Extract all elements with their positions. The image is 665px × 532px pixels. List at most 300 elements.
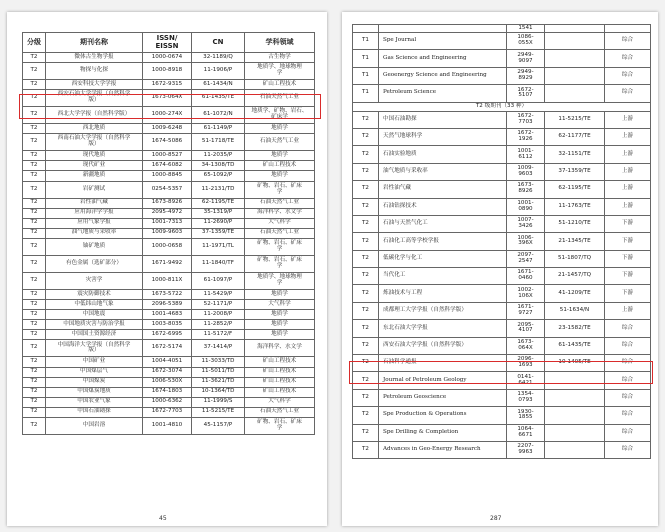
- journal-name-cell: 物探与化探: [46, 63, 143, 80]
- issn-cell: 1673- 064X: [507, 337, 545, 354]
- level-cell: T2: [23, 417, 46, 434]
- issn-cell: 2097- 2547: [507, 250, 545, 267]
- table-row: [23, 228, 315, 238]
- issn-cell: 2949- 9097: [507, 50, 545, 67]
- field-cell: 矿山工程技术: [245, 357, 315, 367]
- level-cell: T2: [23, 161, 46, 171]
- cn-cell: 11-5215/TE: [545, 111, 605, 128]
- cn-cell: 11-2690/P: [192, 218, 245, 228]
- level-cell: [353, 25, 379, 33]
- field-cell: 地质学: [245, 310, 315, 320]
- journal-name-cell: Gas Science and Engineering: [379, 50, 507, 67]
- field-cell: 矿物、岩石、矿床 学: [245, 255, 315, 272]
- level-cell: T1: [353, 33, 379, 50]
- journal-name-cell: 西北大学学报（自然科学版）: [46, 107, 143, 124]
- field-cell: 矿山工程技术: [245, 80, 315, 90]
- journal-name-cell: Petroleum Science: [379, 85, 507, 102]
- journal-name-cell: 中国石油勘探: [46, 407, 143, 417]
- table-row: [353, 128, 651, 145]
- field-cell: 地质学: [245, 151, 315, 161]
- journal-name-cell: Geoenergy Science and Engineering: [379, 67, 507, 84]
- journal-name-cell: 油气地质与采收率: [46, 228, 143, 238]
- level-cell: T2: [23, 397, 46, 407]
- page-number-right: 287: [490, 515, 502, 522]
- issn-cell: 1001-7313: [143, 218, 192, 228]
- issn-cell: 1541: [507, 25, 545, 33]
- journal-name-cell: 应用海洋学学报: [46, 208, 143, 218]
- field-cell: 矿山工程技术: [245, 367, 315, 377]
- category-cell: 综合: [605, 424, 651, 441]
- table-row: [23, 63, 315, 80]
- table-row: [23, 218, 315, 228]
- category-cell: 上游: [605, 198, 651, 215]
- cn-cell: 11-2131/TD: [192, 181, 245, 198]
- column-header: 期刊名称: [46, 33, 143, 53]
- category-cell: 下游: [605, 215, 651, 232]
- level-cell: T2: [23, 255, 46, 272]
- journal-name-cell: 中国煤炭: [46, 377, 143, 387]
- cn-cell: [545, 25, 605, 33]
- journal-name-cell: 石油实验地质: [379, 146, 507, 163]
- issn-cell: 1672- 7703: [507, 111, 545, 128]
- issn-cell: 1007- 3426: [507, 215, 545, 232]
- section-header: T2 级期刊（33 种）: [353, 102, 651, 111]
- cn-cell: 10-1405/TE: [545, 355, 605, 372]
- journal-name-cell: 炼油技术与工程: [379, 285, 507, 302]
- category-cell: 综合: [605, 441, 651, 458]
- journal-name-cell: 灾害学: [46, 272, 143, 289]
- table-row: [23, 255, 315, 272]
- field-cell: 矿山工程技术: [245, 387, 315, 397]
- field-cell: 地质学、地球物理 学: [245, 272, 315, 289]
- issn-cell: 2096-5389: [143, 300, 192, 310]
- issn-cell: 1672-9315: [143, 80, 192, 90]
- level-cell: T2: [353, 111, 379, 128]
- journal-name-cell: 岩矿测试: [46, 181, 143, 198]
- table-row: [23, 134, 315, 151]
- cn-cell: 45-1157/P: [192, 417, 245, 434]
- issn-cell: 1673- 8926: [507, 181, 545, 198]
- journal-name-cell: 中低纬山地气象: [46, 300, 143, 310]
- table-row: [353, 163, 651, 180]
- level-cell: T2: [353, 320, 379, 337]
- level-cell: T2: [23, 228, 46, 238]
- issn-cell: 1674-5086: [143, 134, 192, 151]
- left-journal-table: [22, 32, 315, 435]
- column-header: ISSN/ EISSN: [143, 33, 192, 53]
- issn-cell: 1672-3074: [143, 367, 192, 377]
- issn-cell: 1001- 6112: [507, 146, 545, 163]
- issn-cell: 1672-6995: [143, 330, 192, 340]
- level-cell: T2: [353, 181, 379, 198]
- level-cell: T2: [23, 377, 46, 387]
- left-page: [7, 12, 327, 526]
- journal-name-cell: Petroleum Geoscience: [379, 389, 507, 406]
- category-cell: 下游: [605, 285, 651, 302]
- level-cell: T2: [353, 250, 379, 267]
- level-cell: T2: [353, 233, 379, 250]
- category-cell: 下游: [605, 268, 651, 285]
- issn-cell: 1673-5722: [143, 289, 192, 299]
- cn-cell: 11-1840/TF: [192, 255, 245, 272]
- level-cell: T2: [23, 387, 46, 397]
- issn-cell: 1009-9603: [143, 228, 192, 238]
- journal-name-cell: 天然气地球科学: [379, 128, 507, 145]
- table-row: [23, 107, 315, 124]
- issn-cell: 1354- 0793: [507, 389, 545, 406]
- table-row: [23, 208, 315, 218]
- right-journal-table: [352, 24, 651, 459]
- level-cell: T2: [353, 355, 379, 372]
- table-row: [23, 198, 315, 208]
- table-row: [353, 424, 651, 441]
- cn-cell: 34-1308/TD: [192, 161, 245, 171]
- level-cell: T2: [23, 310, 46, 320]
- issn-cell: 1009- 9603: [507, 163, 545, 180]
- cn-cell: 21-1345/TE: [545, 233, 605, 250]
- table-row: [23, 124, 315, 134]
- issn-cell: 1001-4810: [143, 417, 192, 434]
- cn-cell: 11-1971/TL: [192, 238, 245, 255]
- journal-name-cell: Spe Journal: [379, 33, 507, 50]
- field-cell: 石油天然气工业: [245, 228, 315, 238]
- cn-cell: 11-5172/F: [192, 330, 245, 340]
- issn-cell: 1002- 106X: [507, 285, 545, 302]
- cn-cell: [545, 424, 605, 441]
- journal-name-cell: 有色金属（选矿部分）: [46, 255, 143, 272]
- issn-cell: 0141- 6421: [507, 372, 545, 389]
- cn-cell: 11-1999/S: [192, 397, 245, 407]
- column-header: 学科领域: [245, 33, 315, 53]
- journal-name-cell: 新疆地质: [46, 171, 143, 181]
- issn-cell: 1674-6082: [143, 161, 192, 171]
- table-row: [23, 367, 315, 377]
- journal-name-cell: 低碳化学与化工: [379, 250, 507, 267]
- level-cell: T2: [353, 424, 379, 441]
- journal-name-cell: 西南石油大学学报（自然科学 版）: [46, 134, 143, 151]
- cn-cell: 11-1906/P: [192, 63, 245, 80]
- cn-cell: 11-1763/TE: [545, 198, 605, 215]
- journal-name-cell: 微体古生物学报: [46, 53, 143, 63]
- table-row: [23, 377, 315, 387]
- journal-name-cell: 中国地质灾害与防治学报: [46, 320, 143, 330]
- table-row: [23, 300, 315, 310]
- level-cell: T2: [23, 134, 46, 151]
- level-cell: T2: [23, 107, 46, 124]
- level-cell: T2: [23, 90, 46, 107]
- journal-name-cell: 西安石油大学学报（自然科学 版）: [46, 90, 143, 107]
- category-cell: [605, 25, 651, 33]
- field-cell: 矿物、岩石、矿床 学: [245, 181, 315, 198]
- category-cell: 综合: [605, 407, 651, 424]
- category-cell: 综合: [605, 50, 651, 67]
- issn-cell: 1064- 6671: [507, 424, 545, 441]
- level-cell: T2: [23, 289, 46, 299]
- issn-cell: 1003-8035: [143, 320, 192, 330]
- level-cell: T2: [353, 389, 379, 406]
- cn-cell: 11-2852/P: [192, 320, 245, 330]
- category-cell: 上游: [605, 128, 651, 145]
- table-row: [353, 320, 651, 337]
- journal-name-cell: 中国国土资源经济: [46, 330, 143, 340]
- issn-cell: 2096- 1693: [507, 355, 545, 372]
- journal-name-cell: 现代地质: [46, 151, 143, 161]
- level-cell: T2: [353, 337, 379, 354]
- table-row: [23, 387, 315, 397]
- level-cell: T2: [353, 285, 379, 302]
- cn-cell: 11-5215/TE: [192, 407, 245, 417]
- journal-name-cell: 石油与天然气化工: [379, 215, 507, 232]
- category-cell: 上游: [605, 146, 651, 163]
- issn-cell: 2095- 4107: [507, 320, 545, 337]
- category-cell: 综合: [605, 33, 651, 50]
- cn-cell: 61-1149/P: [192, 124, 245, 134]
- table-row: [353, 372, 651, 389]
- cn-cell: [545, 33, 605, 50]
- cn-cell: 37-1414/P: [192, 340, 245, 357]
- table-row: [353, 85, 651, 102]
- issn-cell: 2095-4972: [143, 208, 192, 218]
- field-cell: 石油天然气工业: [245, 90, 315, 107]
- cn-cell: 11-2008/P: [192, 310, 245, 320]
- table-row: [353, 111, 651, 128]
- level-cell: T2: [23, 208, 46, 218]
- issn-cell: 1006- 396X: [507, 233, 545, 250]
- level-cell: T2: [23, 181, 46, 198]
- journal-name-cell: 岩性油气藏: [379, 181, 507, 198]
- journal-name-cell: 西安科技大学学报: [46, 80, 143, 90]
- level-cell: T2: [353, 128, 379, 145]
- field-cell: 海洋科学、水文学: [245, 340, 315, 357]
- issn-cell: 1673-8926: [143, 198, 192, 208]
- journal-name-cell: 石油科学通报: [379, 355, 507, 372]
- cn-cell: 11-5429/P: [192, 289, 245, 299]
- cn-cell: 11-3621/TD: [192, 377, 245, 387]
- issn-cell: 1000-0658: [143, 238, 192, 255]
- level-cell: T2: [353, 268, 379, 285]
- column-header: CN: [192, 33, 245, 53]
- cn-cell: 52-1171/P: [192, 300, 245, 310]
- level-cell: T2: [23, 272, 46, 289]
- cn-cell: 35-1319/P: [192, 208, 245, 218]
- field-cell: 地质学、地球物理 学: [245, 63, 315, 80]
- cn-cell: 62-1195/TE: [192, 198, 245, 208]
- table-row: [353, 285, 651, 302]
- level-cell: T2: [23, 367, 46, 377]
- cn-cell: [545, 50, 605, 67]
- issn-cell: 1000-0674: [143, 53, 192, 63]
- table-row: [353, 181, 651, 198]
- journal-name-cell: 中国岩溶: [46, 417, 143, 434]
- table-row: [23, 397, 315, 407]
- issn-cell: 1671- 9727: [507, 302, 545, 319]
- journal-name-cell: Advances in Geo-Energy Research: [379, 441, 507, 458]
- issn-cell: 1000-811X: [143, 272, 192, 289]
- field-cell: 矿物、岩石、矿床 学: [245, 238, 315, 255]
- level-cell: T1: [353, 50, 379, 67]
- journal-name-cell: 铀矿地质: [46, 238, 143, 255]
- journal-name-cell: 岩性油气藏: [46, 198, 143, 208]
- table-row: [23, 289, 315, 299]
- cn-cell: 61-1097/P: [192, 272, 245, 289]
- table-row: [353, 25, 651, 33]
- level-cell: T2: [353, 146, 379, 163]
- table-row: [23, 357, 315, 367]
- cn-cell: [545, 372, 605, 389]
- cn-cell: 65-1092/P: [192, 171, 245, 181]
- field-cell: 矿山工程技术: [245, 377, 315, 387]
- cn-cell: 51-1807/TQ: [545, 250, 605, 267]
- cn-cell: 41-1209/TE: [545, 285, 605, 302]
- issn-cell: 1671-9492: [143, 255, 192, 272]
- table-row: [23, 161, 315, 171]
- field-cell: 地质学: [245, 171, 315, 181]
- field-cell: 大气科学: [245, 397, 315, 407]
- level-cell: T2: [23, 218, 46, 228]
- table-row: [353, 355, 651, 372]
- journal-name-cell: 现代矿业: [46, 161, 143, 171]
- journal-name-cell: 西北地质: [46, 124, 143, 134]
- category-cell: 上游: [605, 163, 651, 180]
- table-row: [353, 268, 651, 285]
- table-row: [23, 320, 315, 330]
- cn-cell: [545, 441, 605, 458]
- level-cell: T2: [23, 151, 46, 161]
- level-cell: T1: [353, 85, 379, 102]
- journal-name-cell: 中国石油勘探: [379, 111, 507, 128]
- field-cell: 石油天然气工业: [245, 198, 315, 208]
- journal-name-cell: 成都理工大学学报（自然科学版）: [379, 302, 507, 319]
- issn-cell: 1000-8845: [143, 171, 192, 181]
- table-row: [23, 90, 315, 107]
- issn-cell: 1001- 0890: [507, 198, 545, 215]
- issn-cell: 1000-8527: [143, 151, 192, 161]
- table-row: [23, 181, 315, 198]
- table-row: [353, 250, 651, 267]
- issn-cell: 1009-6248: [143, 124, 192, 134]
- cn-cell: [545, 67, 605, 84]
- journal-name-cell: 中国地震: [46, 310, 143, 320]
- table-row: [353, 146, 651, 163]
- issn-cell: 1001-4683: [143, 310, 192, 320]
- table-row: [353, 337, 651, 354]
- column-header: 分级: [23, 33, 46, 53]
- field-cell: 海洋科学、水文学: [245, 208, 315, 218]
- issn-cell: 1004-4051: [143, 357, 192, 367]
- issn-cell: 1000-274X: [143, 107, 192, 124]
- journal-name-cell: 应用气象学报: [46, 218, 143, 228]
- cn-cell: 10-1364/TD: [192, 387, 245, 397]
- field-cell: 古生物学: [245, 53, 315, 63]
- field-cell: 地质学: [245, 289, 315, 299]
- category-cell: 下游: [605, 233, 651, 250]
- cn-cell: 32-1189/Q: [192, 53, 245, 63]
- cn-cell: 61-1434/N: [192, 80, 245, 90]
- journal-name-cell: 油气地质与采收率: [379, 163, 507, 180]
- cn-cell: 51-1718/TE: [192, 134, 245, 151]
- journal-name-cell: 中国煤炭地质: [46, 387, 143, 397]
- category-cell: 综合: [605, 85, 651, 102]
- level-cell: T2: [23, 407, 46, 417]
- issn-cell: 1672-7703: [143, 407, 192, 417]
- table-row: [353, 67, 651, 84]
- level-cell: T2: [353, 302, 379, 319]
- journal-name-cell: 西安石油大学学报（自然科学版）: [379, 337, 507, 354]
- field-cell: 矿物、岩石、矿床 学: [245, 417, 315, 434]
- cn-cell: 62-1177/TE: [545, 128, 605, 145]
- category-cell: 综合: [605, 67, 651, 84]
- level-cell: T2: [23, 198, 46, 208]
- table-row: [23, 340, 315, 357]
- level-cell: T2: [353, 198, 379, 215]
- level-cell: T2: [23, 357, 46, 367]
- level-cell: T2: [23, 80, 46, 90]
- cn-cell: [545, 389, 605, 406]
- issn-cell: 1086- 055X: [507, 33, 545, 50]
- journal-name-cell: [379, 25, 507, 33]
- cn-cell: 61-1072/N: [192, 107, 245, 124]
- level-cell: T2: [353, 407, 379, 424]
- field-cell: 地质学: [245, 320, 315, 330]
- journal-name-cell: 石油钻探技术: [379, 198, 507, 215]
- table-row: [23, 310, 315, 320]
- issn-cell: 2949- 8929: [507, 67, 545, 84]
- level-cell: T2: [353, 372, 379, 389]
- issn-cell: 1000-8918: [143, 63, 192, 80]
- issn-cell: 1673-064X: [143, 90, 192, 107]
- journal-name-cell: 中国农业气象: [46, 397, 143, 407]
- table-row: [353, 215, 651, 232]
- table-row: [23, 171, 315, 181]
- journal-name-cell: 中国矿业: [46, 357, 143, 367]
- category-cell: 下游: [605, 250, 651, 267]
- journal-name-cell: Journal of Petroleum Geology: [379, 372, 507, 389]
- field-cell: 石油天然气工业: [245, 134, 315, 151]
- field-cell: 矿山工程技术: [245, 161, 315, 171]
- category-cell: 综合: [605, 337, 651, 354]
- issn-cell: 1000-6362: [143, 397, 192, 407]
- cn-cell: 11-3033/TD: [192, 357, 245, 367]
- table-row: [353, 233, 651, 250]
- level-cell: T2: [23, 238, 46, 255]
- cn-cell: 32-1151/TE: [545, 146, 605, 163]
- level-cell: T2: [23, 63, 46, 80]
- field-cell: 地质学、矿物、岩石、 矿床学: [245, 107, 315, 124]
- table-row: [23, 151, 315, 161]
- table-row: [353, 33, 651, 50]
- table-row: [353, 441, 651, 458]
- field-cell: 大气科学: [245, 218, 315, 228]
- table-row: [353, 50, 651, 67]
- level-cell: T2: [23, 124, 46, 134]
- level-cell: T2: [23, 171, 46, 181]
- level-cell: T2: [23, 320, 46, 330]
- table-row: [23, 330, 315, 340]
- right-page: [342, 12, 658, 526]
- issn-cell: 2207- 9963: [507, 441, 545, 458]
- cn-cell: [545, 85, 605, 102]
- cn-cell: 23-1582/TE: [545, 320, 605, 337]
- level-cell: T1: [353, 67, 379, 84]
- level-cell: T2: [353, 441, 379, 458]
- level-cell: T2: [23, 340, 46, 357]
- issn-cell: 1672- 1926: [507, 128, 545, 145]
- category-cell: 综合: [605, 372, 651, 389]
- category-cell: 上游: [605, 302, 651, 319]
- issn-cell: 0254-5357: [143, 181, 192, 198]
- category-cell: 综合: [605, 320, 651, 337]
- cn-cell: 11-2035/P: [192, 151, 245, 161]
